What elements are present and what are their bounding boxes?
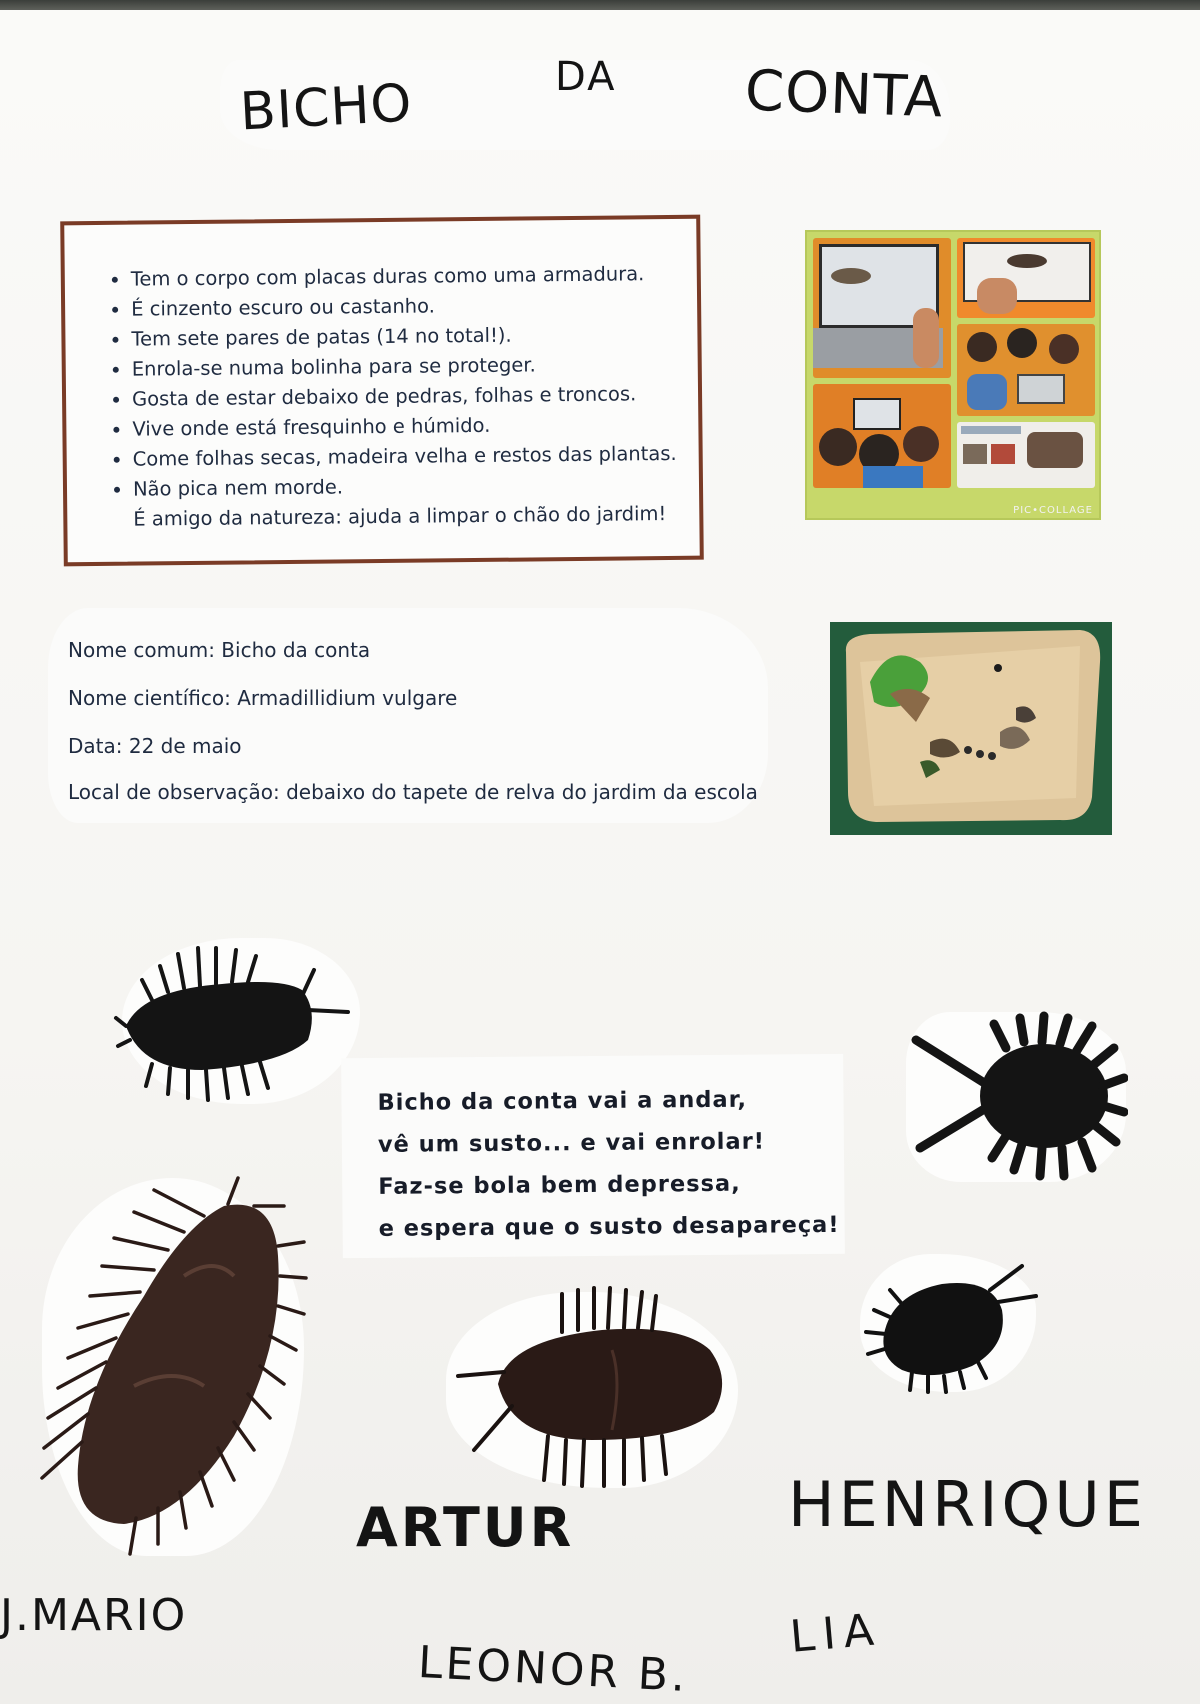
woodlouse-drawing-icon [34,1166,310,1562]
common-name-line: Nome comum: Bicho da conta [68,638,371,662]
fact-item: • É cinzento escuro ou castanho. [131,289,687,325]
poem-line: Bicho da conta vai a andar, [377,1086,748,1116]
fact-item: • Tem sete pares de patas (14 no total!). [131,319,687,355]
tray-illustration [830,622,1112,835]
fact-item: • Não pica nem morde. [133,469,689,505]
info-panel [48,608,768,823]
poem-line: e espera que o susto desapareça! [378,1211,840,1242]
student-name-henrique: HENRIQUE [788,1468,1147,1541]
poster-sheet [0,10,1200,1704]
collage-watermark: PIC•COLLAGE [1013,505,1093,516]
title-word-da: DA [555,54,617,100]
collage-photo-webpage [957,422,1095,488]
fact-item: • Come folhas secas, madeira velha e restos das plantas. [133,439,689,475]
student-name-jmario: J.MARIO [0,1590,188,1641]
scientific-name-line: Nome científico: Armadillidium vulgare [68,686,458,710]
fact-item: • Tem o corpo com placas duras como uma armadura. [131,259,687,295]
fact-item: • Gosta de estar debaixo de pedras, folhas e troncos. [132,379,688,415]
poem-line: vê um susto... e vai enrolar! [377,1128,766,1158]
collage-photo-kids-laptop [813,384,951,488]
observation-tray-photo [830,622,1112,835]
fact-item: • Vive onde está fresquinho e húmido. [132,409,688,445]
student-name-lia: LIA [787,1604,884,1663]
woodlouse-drawing-icon [862,1254,1040,1394]
fact-item: • Enrola-se numa bolinha para se proteger. [132,349,688,385]
student-name-leonor: LEONOR B. [416,1636,690,1703]
poem-line: Faz-se bola bem depressa, [378,1170,741,1200]
woodlouse-drawing-icon [452,1280,734,1494]
date-line: Data: 22 de maio [68,734,242,758]
fact-item: É amigo da natureza: ajuda a limpar o chão do jardim! [133,502,667,531]
title-word-bicho: BICHO [238,73,414,143]
title-word-conta: CONTA [743,58,945,131]
collage-photo-screen [957,238,1095,318]
location-line: Local de observação: debaixo do tapete de relva do jardim da escola [68,780,758,804]
collage-photo-laptop [813,238,951,378]
student-name-artur: ARTUR [356,1496,575,1559]
poem-card [341,1054,845,1258]
research-photo-collage [805,230,1101,520]
facts-list [64,219,699,536]
facts-box [60,215,704,567]
collage-photo-children-table [957,324,1095,416]
woodlouse-drawing-icon [112,930,362,1110]
woodlouse-drawing-icon [906,1008,1128,1184]
